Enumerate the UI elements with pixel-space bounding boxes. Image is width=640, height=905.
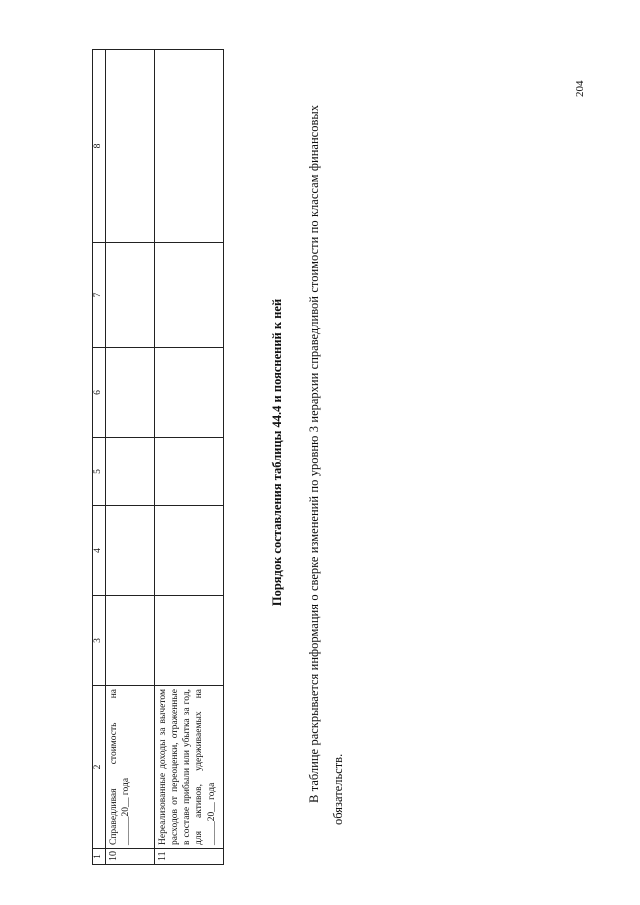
section-heading: Порядок составления таблицы 44.4 и пояснений к ней	[270, 298, 284, 607]
column-header: 4	[93, 506, 106, 596]
table-cell	[105, 438, 154, 506]
table-cell	[154, 348, 223, 438]
row-number: 10	[105, 849, 154, 865]
column-header: 1	[93, 849, 106, 865]
table-cell	[105, 243, 154, 348]
table-cell	[105, 348, 154, 438]
column-header: 5	[93, 438, 106, 506]
table-header-row	[93, 50, 106, 865]
table-row	[154, 50, 223, 865]
row-number: 11	[154, 849, 223, 865]
reconciliation-table	[92, 49, 224, 865]
table-cell	[154, 596, 223, 686]
table-cell	[154, 438, 223, 506]
table-cell	[105, 50, 154, 243]
table-cell	[154, 243, 223, 348]
column-header: 3	[93, 596, 106, 686]
page-number: 204	[574, 80, 586, 97]
column-header: 2	[93, 686, 106, 849]
row-description: Справедливая стоимость на ______20__ года	[105, 686, 154, 849]
table-row	[105, 50, 154, 865]
column-header: 8	[93, 50, 106, 243]
table-cell	[154, 50, 223, 243]
table-cell	[105, 506, 154, 596]
body-paragraph: В таблице раскрывается информация о сверке изменений по уровню 3 иерархии справедливой стоимости по классам финансовых обязательств.	[307, 105, 345, 825]
column-header: 7	[93, 243, 106, 348]
table-cell	[154, 506, 223, 596]
row-description: Нереализованные доходы за вычетом расходов от переоценки, отраженные в составе прибыли или убытка за год, для активов, удерживаемых на _____20__ года	[154, 686, 223, 849]
table-cell	[105, 596, 154, 686]
column-header: 6	[93, 348, 106, 438]
